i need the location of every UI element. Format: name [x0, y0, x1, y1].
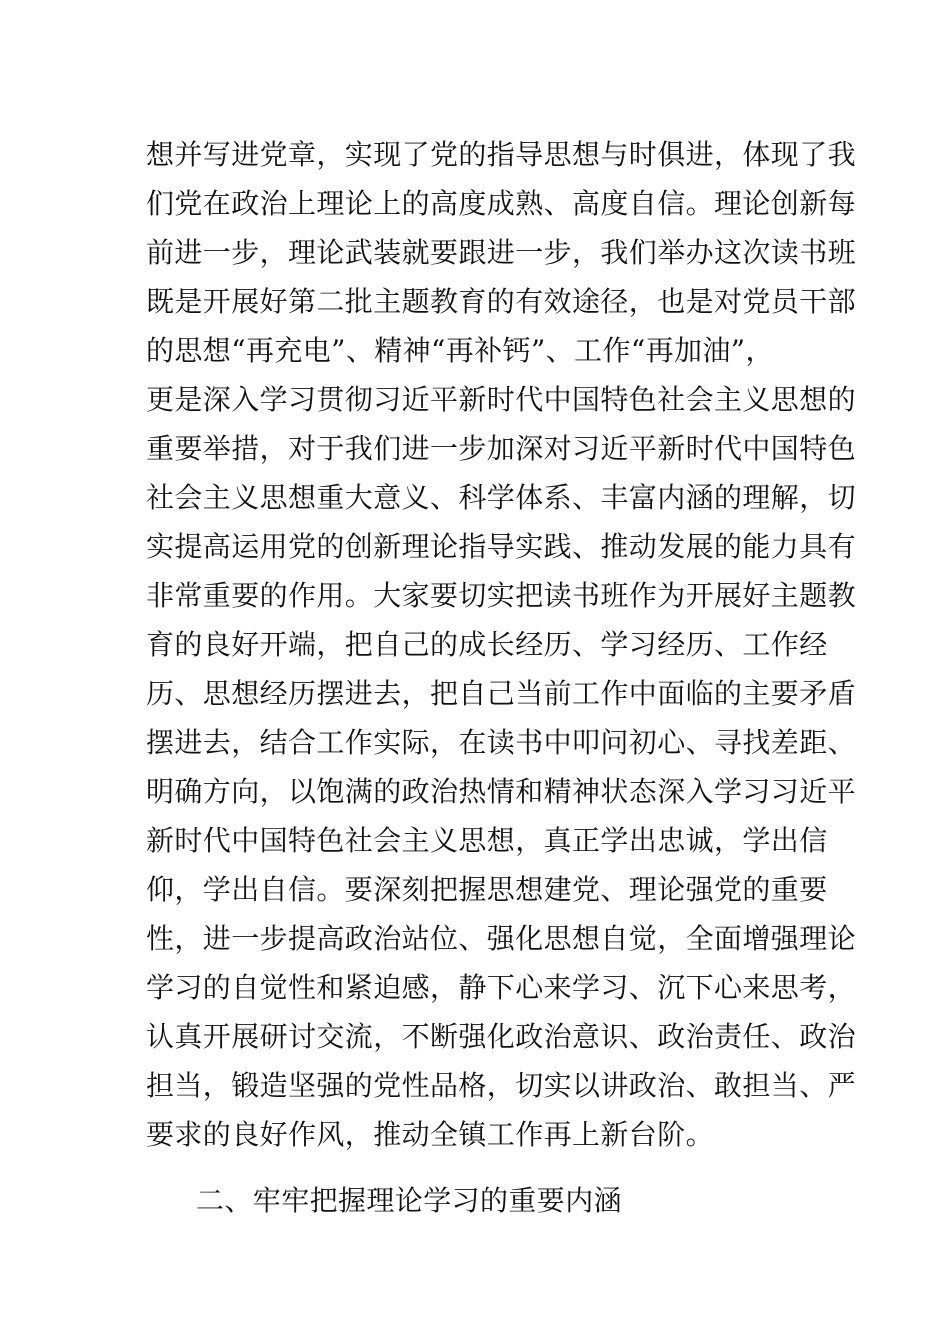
paragraph-line: 摆进去，结合工作实际，在读书中叩问初心、寻找差距、 — [146, 726, 857, 759]
paragraph-line: 非常重要的作用。大家要切实把读书班作为开展好主题教 — [146, 579, 857, 612]
paragraph-line: 担当，锻造坚强的党性品格，切实以讲政治、敢担当、严 — [146, 1069, 857, 1102]
paragraph-line: 重要举措，对于我们进一步加深对习近平新时代中国特色 — [146, 432, 857, 465]
paragraph-line: 的思想“再充电”、精神“再补钙”、工作“再加油”， — [146, 334, 774, 367]
body-paragraph — [146, 130, 857, 1159]
paragraph-line: 更是深入学习贯彻习近平新时代中国特色社会主义思想的 — [146, 383, 857, 416]
paragraph-line: 要求的良好作风，推动全镇工作再上新台阶。 — [146, 1118, 715, 1151]
paragraph-line: 学习的自觉性和紧迫感，静下心来学习、沉下心来思考， — [146, 971, 857, 1004]
paragraph-line: 历、思想经历摆进去，把自己当前工作中面临的主要矛盾 — [146, 677, 857, 710]
paragraph-line: 社会主义思想重大意义、科学体系、丰富内涵的理解，切 — [146, 481, 857, 514]
paragraph-line: 想并写进党章，实现了党的指导思想与时俱进，体现了我 — [146, 138, 857, 171]
paragraph-line: 性，进一步提高政治站位、强化思想自觉，全面增强理论 — [146, 922, 857, 955]
paragraph-line: 明确方向，以饱满的政治热情和精神状态深入学习习近平 — [146, 775, 857, 808]
paragraph-line: 仰，学出自信。要深刻把握思想建党、理论强党的重要 — [146, 873, 828, 906]
paragraph-line: 新时代中国特色社会主义思想，真正学出忠诚，学出信 — [146, 824, 828, 857]
paragraph-line: 们党在政治上理论上的高度成熟、高度自信。理论创新每 — [146, 187, 857, 220]
paragraph-line: 前进一步，理论武装就要跟进一步，我们举办这次读书班 — [146, 236, 857, 269]
section-heading: 二、牢牢把握理论学习的重要内涵 — [196, 1184, 623, 1217]
paragraph-line: 实提高运用党的创新理论指导实践、推动发展的能力具有 — [146, 530, 857, 563]
paragraph-line: 认真开展研讨交流，不断强化政治意识、政治责任、政治 — [146, 1020, 857, 1053]
paragraph-line: 既是开展好第二批主题教育的有效途径，也是对党员干部 — [146, 285, 857, 318]
paragraph-line: 育的良好开端，把自己的成长经历、学习经历、工作经 — [146, 628, 828, 661]
